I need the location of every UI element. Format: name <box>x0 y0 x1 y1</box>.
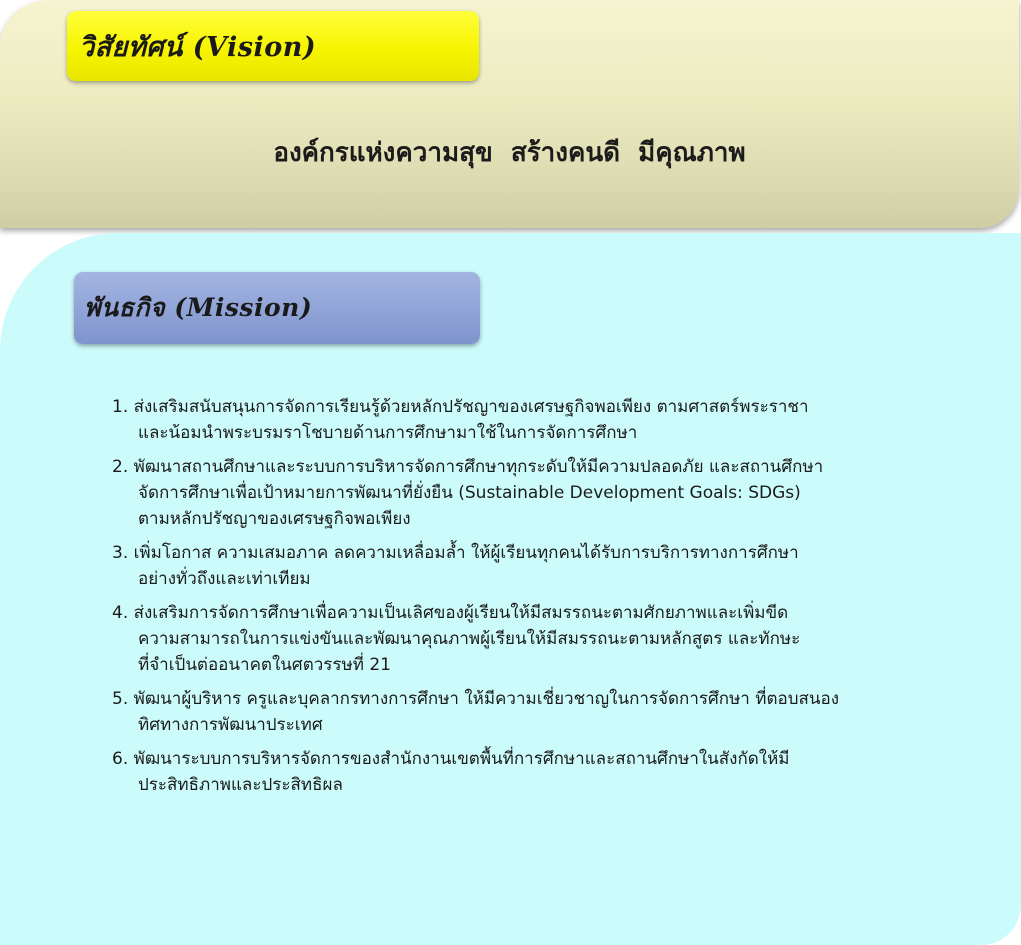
mission-list <box>112 394 912 806</box>
mission-item-line: จัดการศึกษาเพื่อเป้าหมายการพัฒนาที่ยั่งยืน (Sustainable Development Goals: SDGs) <box>138 483 801 503</box>
mission-item-line: 3. เพิ่มโอกาส ความเสมอภาค ลดความเหลื่อมล้ำ ให้ผู้เรียนทุกคนได้รับการบริการทางการศึกษา <box>112 543 799 563</box>
vision-statement: องค์กรแห่งความสุข สร้างคนดี มีคุณภาพ <box>273 138 746 168</box>
mission-item-line: อย่างทั่วถึงและเท่าเทียม <box>138 569 311 589</box>
mission-item-line: 2. พัฒนาสถานศึกษาและระบบการบริหารจัดการศึกษาทุกระดับให้มีความปลอดภัย และสถานศึกษา <box>112 457 824 477</box>
mission-item-line: 6. พัฒนาระบบการบริหารจัดการของสำนักงานเขตพื้นที่การศึกษาและสถานศึกษาในสังกัดให้มี <box>112 749 790 769</box>
mission-item-line: ที่จำเป็นต่ออนาคตในศตวรรษที่ 21 <box>138 655 391 675</box>
mission-item <box>112 600 912 678</box>
mission-item <box>112 540 912 592</box>
mission-item <box>112 746 912 798</box>
mission-item-line: 4. ส่งเสริมการจัดการศึกษาเพื่อความเป็นเลิศของผู้เรียนให้มีสมรรถนะตามศักยภาพและเพิ่มขีด <box>112 603 789 623</box>
mission-item-line: ประสิทธิภาพและประสิทธิผล <box>138 775 343 795</box>
mission-item-line: และน้อมนำพระบรมราโชบายด้านการศึกษามาใช้ในการจัดการศึกษา <box>138 423 638 443</box>
mission-item <box>112 394 912 446</box>
mission-item <box>112 454 912 532</box>
mission-item <box>112 686 912 738</box>
mission-item-line: ทิศทางการพัฒนาประเทศ <box>138 715 323 735</box>
mission-title: พันธกิจ (Mission) <box>84 293 313 322</box>
vision-header <box>67 11 479 81</box>
mission-header <box>74 272 480 344</box>
mission-item-line: ตามหลักปรัชญาของเศรษฐกิจพอเพียง <box>138 509 411 529</box>
vision-panel <box>0 0 1019 228</box>
mission-item-line: ความสามารถในการแข่งขันและพัฒนาคุณภาพผู้เรียนให้มีสมรรถนะตามหลักสูตร และทักษะ <box>138 629 801 649</box>
mission-item-line: 5. พัฒนาผู้บริหาร ครูและบุคลากรทางการศึกษา ให้มีความเชี่ยวชาญในการจัดการศึกษา ที่ตอบสนอง <box>112 689 840 709</box>
vision-title: วิสัยทัศน์ (Vision) <box>79 32 317 63</box>
mission-item-line: 1. ส่งเสริมสนับสนุนการจัดการเรียนรู้ด้วยหลักปรัชญาของเศรษฐกิจพอเพียง ตามศาสตร์พระราชา <box>112 397 809 417</box>
